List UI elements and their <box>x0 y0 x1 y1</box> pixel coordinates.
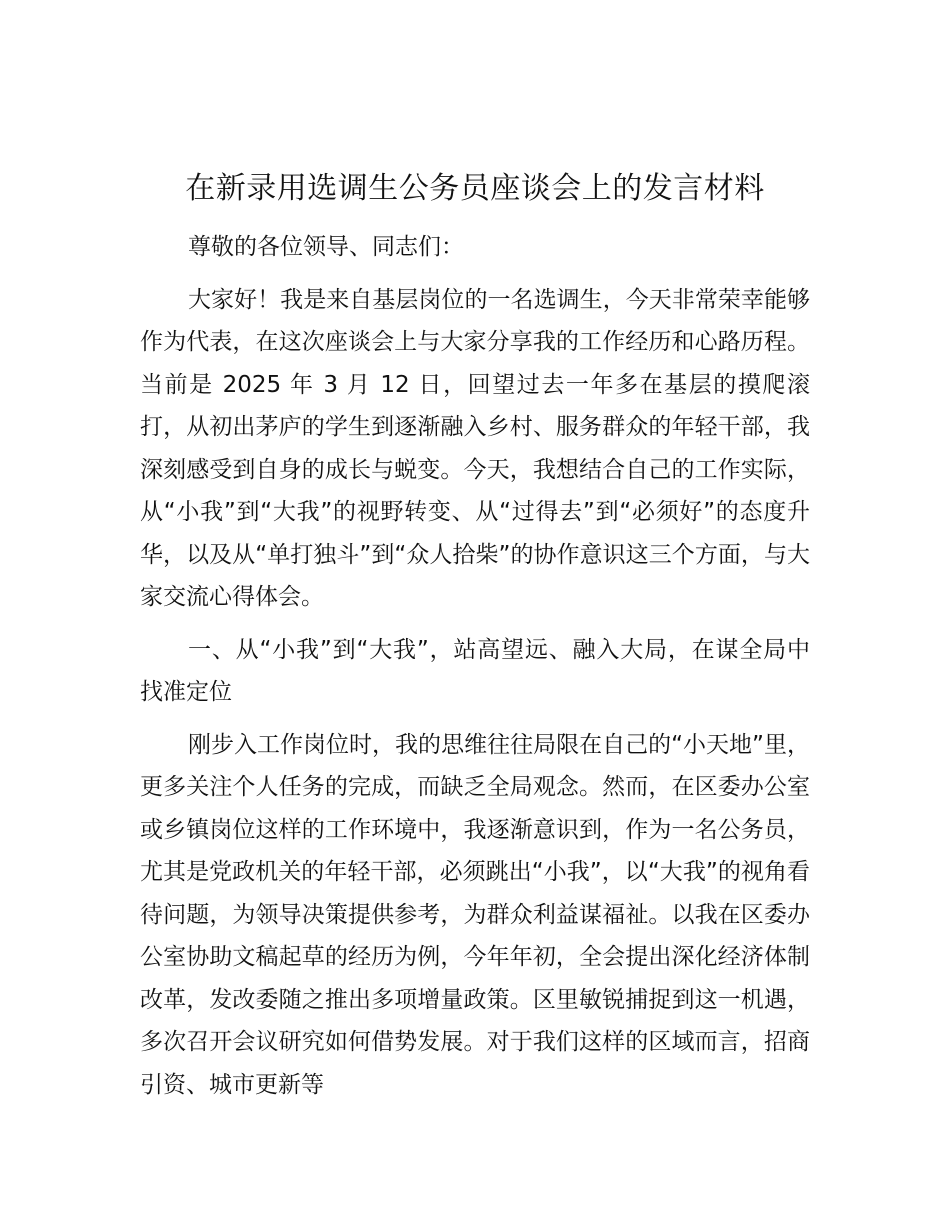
document-title: 在新录用选调生公务员座谈会上的发言材料 <box>185 171 765 206</box>
intro-paragraph: 大家好！我是来自基层岗位的一名选调生，今天非常荣幸能够作为代表，在这次座谈会上与大家分享我的工作经历和心路历程。当前是 2025 年 3 月 12 日，回望过去一年多在基层的摸爬滚打，从初出茅庐的学生到逐渐融入乡村、服务群众的年轻干部，我深刻感受到自身的成长与蜕变。今天，我想结合自己的工作实际，从“小我”到“大我”的视野转变、从“过得去”到“必须好”的态度升华，以及从“单打独斗”到“众人拾柴”的协作意识这三个方面，与大家交流心得体会。 <box>140 286 810 610</box>
section-heading-1: 一、从“小我”到“大我”，站高望远、融入大局，在谋全局中找准定位 <box>140 636 810 705</box>
salutation-paragraph: 尊敬的各位领导、同志们： <box>188 234 464 260</box>
section-1-paragraph: 刚步入工作岗位时，我的思维往往局限在自己的“小天地”里，更多关注个人任务的完成，而缺乏全局观念。然而，在区委办公室或乡镇岗位这样的工作环境中，我逐渐意识到，作为一名公务员，尤其是党政机关的年轻干部，必须跳出“小我”，以“大我”的视角看待问题，为领导决策提供参考，为群众利益谋福祉。以我在区委办公室协助文稿起草的经历为例，今年年初，全会提出深化经济体制改革，发改委随之推出多项增量政策。区里敏锐捕捉到这一机遇，多次召开会议研究如何借势发展。对于我们这样的区域而言，招商引资、城市更新等 <box>140 731 810 1098</box>
document-body <box>140 226 810 1116</box>
